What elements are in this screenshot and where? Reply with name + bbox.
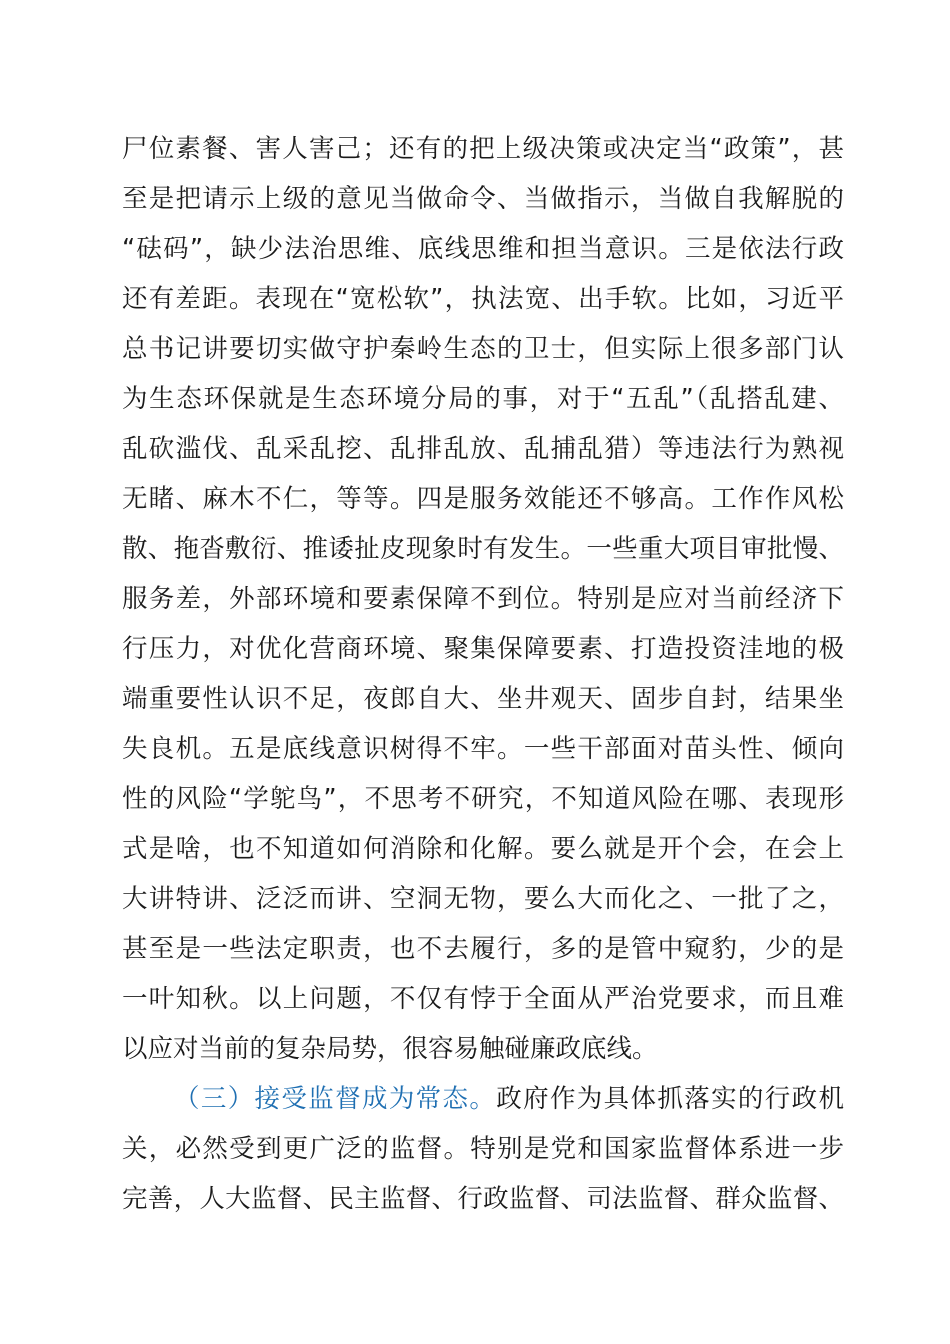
text-line: 一叶知秋。以上问题，不仅有悖于全面从严治党要求，而且难 <box>122 984 844 1014</box>
text-line: 乱砍滥伐、乱采乱挖、乱排乱放、乱捕乱猎）等违法行为熟视 <box>122 434 844 464</box>
text-line: 服务差，外部环境和要素保障不到位。特别是应对当前经济下 <box>122 584 844 614</box>
text-line: 尸位素餐、害人害己；还有的把上级决策或决定当“政策”，甚 <box>122 134 844 164</box>
section-heading-rest: 政府作为具体抓落实的行政机 <box>496 1084 844 1114</box>
text-line: 甚至是一些法定职责，也不去履行，多的是管中窥豹，少的是 <box>122 934 844 964</box>
text-line: 行压力，对优化营商环境、聚集保障要素、打造投资洼地的极 <box>122 634 844 664</box>
text-line: 至是把请示上级的意见当做命令、当做指示，当做自我解脱的 <box>122 184 844 214</box>
section-heading: （三）接受监督成为常态。 <box>174 1084 497 1114</box>
text-line: 关，必然受到更广泛的监督。特别是党和国家监督体系进一步 <box>122 1134 844 1164</box>
text-line: 式是啥，也不知道如何消除和化解。要么就是开个会，在会上 <box>122 834 844 864</box>
section-heading-line <box>122 1074 844 1124</box>
text-line: “砝码”，缺少法治思维、底线思维和担当意识。三是依法行政 <box>122 234 844 264</box>
body-text <box>122 124 844 1224</box>
text-line: 总书记讲要切实做守护秦岭生态的卫士，但实际上很多部门认 <box>122 334 844 364</box>
text-line: 大讲特讲、泛泛而讲、空洞无物，要么大而化之、一批了之， <box>122 884 844 914</box>
text-line: 以应对当前的复杂局势，很容易触碰廉政底线。 <box>122 1034 658 1064</box>
text-line: 性的风险“学鸵鸟”，不思考不研究，不知道风险在哪、表现形 <box>122 784 844 814</box>
text-line: 为生态环保就是生态环境分局的事，对于“五乱”（乱搭乱建、 <box>122 384 844 414</box>
text-line: 端重要性认识不足，夜郎自大、坐井观天、固步自封，结果坐 <box>122 684 844 714</box>
text-line: 无睹、麻木不仁，等等。四是服务效能还不够高。工作作风松 <box>122 484 844 514</box>
text-line: 散、拖沓敷衍、推诿扯皮现象时有发生。一些重大项目审批慢、 <box>122 534 844 564</box>
text-line: 还有差距。表现在“宽松软”，执法宽、出手软。比如，习近平 <box>122 284 844 314</box>
text-line: 完善，人大监督、民主监督、行政监督、司法监督、群众监督、 <box>122 1184 844 1214</box>
text-line: 失良机。五是底线意识树得不牢。一些干部面对苗头性、倾向 <box>122 734 844 764</box>
